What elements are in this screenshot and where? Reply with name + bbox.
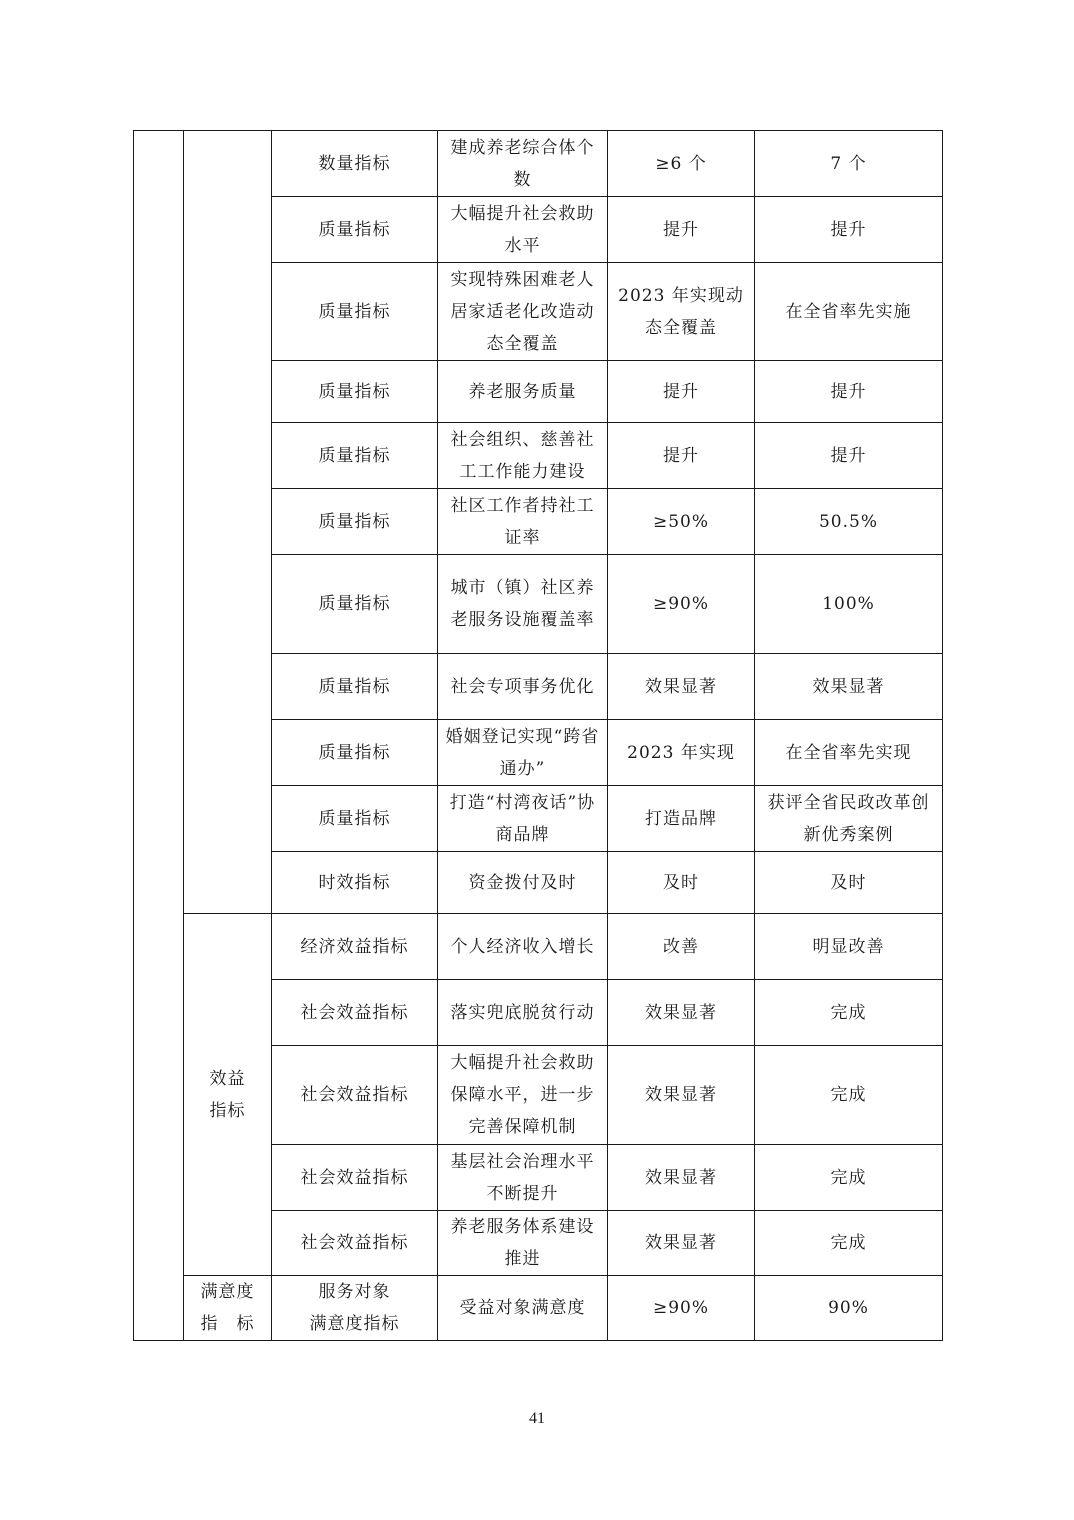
actual-cell: 100%: [755, 555, 943, 654]
target-cell: 效果显著: [608, 1046, 755, 1145]
indicator-cell: 经济效益指标: [272, 914, 438, 980]
content-cell: 资金拨付及时: [438, 852, 608, 914]
indicator-cell: 服务对象 满意度指标: [272, 1276, 438, 1341]
performance-indicator-table: [133, 130, 943, 1341]
target-cell: 2023 年实现动态全覆盖: [608, 263, 755, 361]
actual-cell: 7 个: [755, 131, 943, 197]
actual-cell: 获评全省民政改革创新优秀案例: [755, 786, 943, 852]
indicator-cell: 社会效益指标: [272, 1046, 438, 1145]
indicator-cell: 时效指标: [272, 852, 438, 914]
target-cell: 效果显著: [608, 1211, 755, 1276]
actual-cell: 在全省率先实施: [755, 263, 943, 361]
indicator-cell: 社会效益指标: [272, 1145, 438, 1211]
target-cell: 及时: [608, 852, 755, 914]
content-cell: 落实兜底脱贫行动: [438, 980, 608, 1046]
actual-cell: 完成: [755, 1211, 943, 1276]
target-cell: ≥90%: [608, 1276, 755, 1341]
satisfaction-category-cell: 满意度 指 标: [184, 1276, 272, 1341]
target-cell: 效果显著: [608, 1145, 755, 1211]
actual-cell: 90%: [755, 1276, 943, 1341]
indicator-cell: 质量指标: [272, 361, 438, 423]
indicator-cell: 质量指标: [272, 786, 438, 852]
content-cell: 城市（镇）社区养老服务设施覆盖率: [438, 555, 608, 654]
indicator-cell: 社会效益指标: [272, 1211, 438, 1276]
indicator-cell: 质量指标: [272, 555, 438, 654]
table-row: [134, 131, 943, 197]
actual-cell: 完成: [755, 980, 943, 1046]
actual-cell: 提升: [755, 197, 943, 263]
benefit-category-cell: 效益 指标: [184, 914, 272, 1276]
content-cell: 养老服务体系建设推进: [438, 1211, 608, 1276]
target-cell: 效果显著: [608, 654, 755, 720]
content-cell: 养老服务质量: [438, 361, 608, 423]
content-cell: 社会专项事务优化: [438, 654, 608, 720]
actual-cell: 在全省率先实现: [755, 720, 943, 786]
actual-cell: 提升: [755, 423, 943, 489]
indicator-cell: 质量指标: [272, 197, 438, 263]
target-cell: ≥90%: [608, 555, 755, 654]
target-cell: 改善: [608, 914, 755, 980]
actual-cell: 提升: [755, 361, 943, 423]
target-cell: 打造品牌: [608, 786, 755, 852]
indicator-cell: 质量指标: [272, 654, 438, 720]
indicator-cell: 质量指标: [272, 263, 438, 361]
content-cell: 大幅提升社会救助水平: [438, 197, 608, 263]
content-cell: 婚姻登记实现“跨省通办”: [438, 720, 608, 786]
actual-cell: 50.5%: [755, 489, 943, 555]
output-category-cell: [184, 131, 272, 914]
target-cell: 效果显著: [608, 980, 755, 1046]
content-cell: 个人经济收入增长: [438, 914, 608, 980]
actual-cell: 完成: [755, 1145, 943, 1211]
target-cell: 提升: [608, 423, 755, 489]
table-row: [134, 914, 943, 980]
content-cell: 社会组织、慈善社工工作能力建设: [438, 423, 608, 489]
indicator-cell: 社会效益指标: [272, 980, 438, 1046]
target-cell: 2023 年实现: [608, 720, 755, 786]
actual-cell: 完成: [755, 1046, 943, 1145]
actual-cell: 效果显著: [755, 654, 943, 720]
indicator-cell: 数量指标: [272, 131, 438, 197]
first-level-category-cell: [134, 131, 184, 1341]
content-cell: 大幅提升社会救助保障水平，进一步完善保障机制: [438, 1046, 608, 1145]
content-cell: 基层社会治理水平不断提升: [438, 1145, 608, 1211]
target-cell: 提升: [608, 361, 755, 423]
actual-cell: 明显改善: [755, 914, 943, 980]
indicator-cell: 质量指标: [272, 423, 438, 489]
indicator-cell: 质量指标: [272, 489, 438, 555]
indicator-cell: 质量指标: [272, 720, 438, 786]
content-cell: 实现特殊困难老人居家适老化改造动态全覆盖: [438, 263, 608, 361]
actual-cell: 及时: [755, 852, 943, 914]
page-number: 41: [529, 1410, 545, 1427]
target-cell: ≥50%: [608, 489, 755, 555]
content-cell: 建成养老综合体个数: [438, 131, 608, 197]
content-cell: 打造“村湾夜话”协商品牌: [438, 786, 608, 852]
target-cell: 提升: [608, 197, 755, 263]
target-cell: ≥6 个: [608, 131, 755, 197]
content-cell: 社区工作者持社工证率: [438, 489, 608, 555]
table-row: [134, 1276, 943, 1341]
content-cell: 受益对象满意度: [438, 1276, 608, 1341]
